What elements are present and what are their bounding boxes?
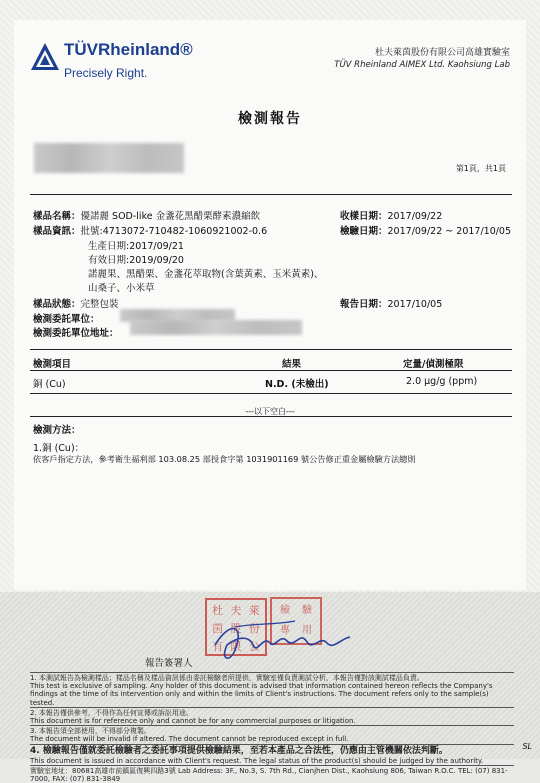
ingredients-line-2: 山桑子、小米草 xyxy=(88,283,155,294)
sample-state-row: 樣品狀態：完整包裝 xyxy=(33,299,119,310)
lab-address: 實驗室地址：80681高雄市前鎮區復興四路3號 Lab Address: 3F., No.3, S. 7th Rd., Cianjhen Dist., Kaohsiung 806, Taiwan R.O.C. TEL: (07) 831-7000, FAX: (07) 831-3849 xyxy=(30,765,514,783)
note-1-zh: 1. 本測試報告為檢測樣品；樣品名稱及樣品資訊係由委託檢驗者所提供，實驗室僅負責測試分析，本報告僅對該測試樣品負責。 xyxy=(30,672,514,682)
result-value: N.D. (未檢出) xyxy=(265,379,329,390)
received-date-row: 收樣日期：2017/09/22 xyxy=(340,211,443,222)
note-2-en: This document is for reference only and cannot be for any commercial purposes or litigation. xyxy=(30,717,356,726)
page-number: 第1頁，共1頁 xyxy=(455,164,506,173)
brand-name: TÜVRheinland® xyxy=(64,40,193,59)
report-date-row: 報告日期：2017/10/05 xyxy=(340,299,443,310)
method-item: 1.銅 (Cu)： xyxy=(33,443,85,454)
redacted-client-address xyxy=(130,320,302,335)
redacted-report-number xyxy=(34,143,184,173)
header-test-item: 檢測項目 xyxy=(33,359,72,370)
signer-label: 報告簽署人 xyxy=(145,658,193,669)
result-item: 銅 (Cu) xyxy=(33,379,66,390)
lab-name-zh: 杜夫萊茵股份有限公司高雄實驗室 xyxy=(374,48,510,58)
tuv-triangle-icon xyxy=(30,42,60,72)
footer-code: SL xyxy=(522,742,532,751)
note-3-en: The document will be invalid if altered. The document cannot be reproduced except in full. xyxy=(30,735,349,744)
sample-info-row: 樣品資訊：批號:4713072-710482-1060921002-0.6 xyxy=(33,226,268,237)
lab-name xyxy=(334,45,510,70)
method-label: 檢測方法： xyxy=(33,425,81,436)
header-result: 結果 xyxy=(282,359,302,370)
page-title: 檢測報告 xyxy=(238,111,302,127)
brand-tagline: Precisely Right. xyxy=(64,66,148,80)
expiry-date: 有效日期:2019/09/20 xyxy=(88,255,184,266)
lab-name-en: TÜV Rheinland AIMEX Ltd. Kaohsiung Lab xyxy=(334,60,510,70)
result-limit: 2.0 μg/g (ppm) xyxy=(406,376,478,387)
production-date: 生產日期:2017/09/21 xyxy=(88,241,184,252)
sample-name-row: 樣品名稱：優諾麗 SOD-like 金盞花黑醋栗酵素濃縮飲 xyxy=(33,211,261,222)
handwritten-signature xyxy=(205,615,355,670)
client-row: 檢測委託單位： xyxy=(33,314,100,325)
client-address-row: 檢測委託單位地址： xyxy=(33,328,119,339)
note-4-en: This document is issued in accordance with Client's request. The legal status of the product(s) should be judged by the authority. xyxy=(30,756,484,765)
inspection-seal: 檢 驗 專 用 xyxy=(270,597,322,645)
table-top-rule xyxy=(30,349,512,350)
test-date-row: 檢驗日期：2017/09/22 ~ 2017/10/05 xyxy=(340,226,512,237)
ingredients-line-1: 諾麗果、黑醋栗、金盞花萃取物(含葉黃素、玉米黃素)、 xyxy=(88,269,324,280)
header-rule xyxy=(30,194,512,195)
note-2-zh: 2. 本報告僅供參考，不得作為任何宣傳或訴訟用途。 xyxy=(30,707,514,717)
header-limit: 定量/偵測極限 xyxy=(403,359,464,370)
method-rule xyxy=(30,416,512,417)
note-4-zh: 4. 檢驗報告僅就委託檢驗者之委託事項提供檢驗結果，至若本產品之合法性，仍應由主管機關依法判斷。 xyxy=(30,744,514,757)
end-of-results: ---以下空白--- xyxy=(245,407,295,416)
method-text: 依客戶指定方法，參考衛生福利部 103.08.25 部授食字第 1031901169 號公告修正重金屬檢驗方法總則 xyxy=(33,454,416,464)
table-bottom-rule xyxy=(30,393,512,394)
table-header-rule xyxy=(30,370,512,371)
note-1-en: This test is exclusive of sampling. Any holder of this document is advised that information contained hereon reflects the Company's findings at the time of its intervention only and within the limits of Client's instructions. The document refers only to the sample(s) tested. xyxy=(30,682,493,707)
company-seal: 杜 夫 萊 茵 股 份 有 限 公 xyxy=(205,598,267,656)
note-3-zh: 3. 本報告須全部使用，不得部分複製。 xyxy=(30,725,514,735)
legal-notes xyxy=(30,672,514,783)
